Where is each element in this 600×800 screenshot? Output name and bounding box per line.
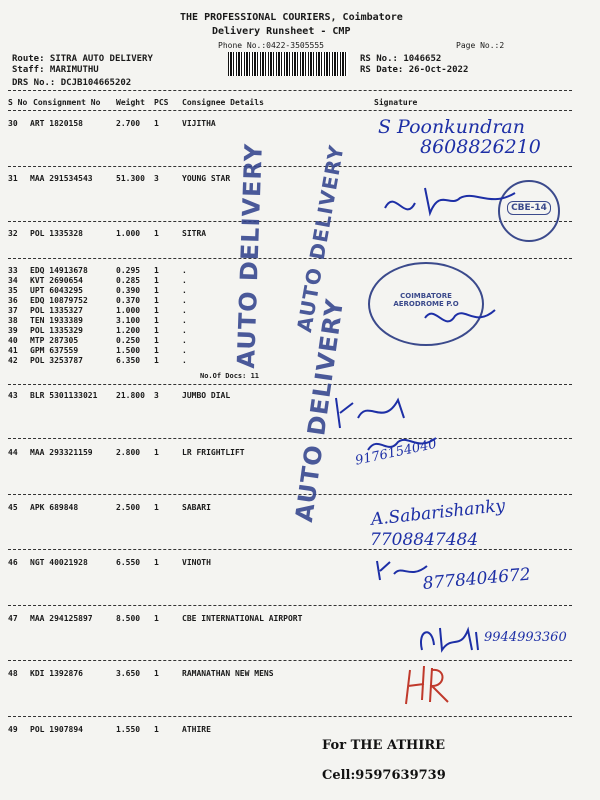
barcode-image xyxy=(228,52,348,76)
col-consignment: Consignment No xyxy=(33,98,101,107)
row-pcs: 1 xyxy=(154,119,159,128)
row-pcs: 1 xyxy=(154,503,159,512)
row-consignment: MAA 293321159 xyxy=(30,448,93,457)
row-sno: 30 xyxy=(8,119,18,128)
row-consignee: . xyxy=(182,346,187,355)
row-pcs: 3 xyxy=(154,174,159,183)
row-consignment: POL 1335328 xyxy=(30,229,83,238)
row-consignee: LR FRIGHTLIFT xyxy=(182,448,245,457)
auto-delivery-stamp: AUTO DELIVERY xyxy=(290,296,350,524)
divider xyxy=(8,258,572,259)
row-consignee: ATHIRE xyxy=(182,725,211,734)
col-signature: Signature xyxy=(374,98,418,107)
row-sno: 39 xyxy=(8,326,18,335)
row-weight: 2.500 xyxy=(116,503,141,512)
row-consignment: MAA 294125897 xyxy=(30,614,93,623)
row-sno: 34 xyxy=(8,276,18,285)
row-weight: 21.800 xyxy=(116,391,145,400)
row-pcs: 1 xyxy=(154,266,159,275)
row-consignee: . xyxy=(182,266,187,275)
row-consignment: MAA 291534543 xyxy=(30,174,93,183)
row-weight: 1.000 xyxy=(116,229,141,238)
row-weight: 0.390 xyxy=(116,286,141,295)
row-consignee: VIJITHA xyxy=(182,119,216,128)
auto-delivery-stamp: AUTO DELIVERY xyxy=(292,142,349,335)
row-weight: 1.000 xyxy=(116,306,141,315)
row-consignee: . xyxy=(182,326,187,335)
row-pcs: 1 xyxy=(154,558,159,567)
row-weight: 51.300 xyxy=(116,174,145,183)
row-consignee: . xyxy=(182,356,187,365)
row-pcs: 1 xyxy=(154,286,159,295)
footer-cell: Cell:9597639739 xyxy=(322,768,446,783)
row-consignee: SITRA xyxy=(182,229,207,238)
divider xyxy=(8,110,572,111)
row-sno: 45 xyxy=(8,503,18,512)
handwritten-phone: 8778404672 xyxy=(422,564,532,594)
row-pcs: 1 xyxy=(154,229,159,238)
seal-text: AERODROME P.O xyxy=(393,300,459,308)
col-sno: S No xyxy=(8,98,28,107)
row-consignee: . xyxy=(182,296,187,305)
row-consignment: POL 3253787 xyxy=(30,356,83,365)
row-consignee: VINOTH xyxy=(182,558,211,567)
rs-number: RS No.: 1046652 xyxy=(360,54,442,64)
row-sno: 31 xyxy=(8,174,18,183)
row-consignee: CBE INTERNATIONAL AIRPORT xyxy=(182,614,303,623)
row-consignee: . xyxy=(182,306,187,315)
phone-number: Phone No.:0422-3505555 xyxy=(218,41,324,50)
row-pcs: 1 xyxy=(154,448,159,457)
row-pcs: 1 xyxy=(154,725,159,734)
rs-date: RS Date: 26-Oct-2022 xyxy=(360,65,469,75)
handwritten-phone: 8608826210 xyxy=(420,136,541,158)
auto-delivery-stamp: AUTO DELIVERY xyxy=(232,142,268,369)
row-sno: 33 xyxy=(8,266,18,275)
row-consignment: BLR 5301133021 xyxy=(30,391,98,400)
row-sno: 36 xyxy=(8,296,18,305)
row-consignment: TEN 1933389 xyxy=(30,316,83,325)
row-weight: 2.700 xyxy=(116,119,141,128)
row-pcs: 3 xyxy=(154,391,159,400)
row-consignee: RAMANATHAN NEW MENS xyxy=(182,669,274,678)
col-pcs: PCS xyxy=(154,98,169,107)
row-consignment: EDQ 14913678 xyxy=(30,266,88,275)
row-consignment: KVT 2690654 xyxy=(30,276,83,285)
handwritten-phone: 9944993360 xyxy=(484,630,567,645)
handwritten-phone: 7708847484 xyxy=(370,530,479,550)
staff-label: Staff: MARIMUTHU xyxy=(12,65,99,75)
row-weight: 1.200 xyxy=(116,326,141,335)
docs-count: No.Of Docs: 11 xyxy=(200,372,260,380)
row-consignment: EDQ 10879752 xyxy=(30,296,88,305)
row-consignee: . xyxy=(182,286,187,295)
row-consignment: POL 1335327 xyxy=(30,306,83,315)
row-weight: 0.250 xyxy=(116,336,141,345)
divider xyxy=(8,716,572,717)
company-title: THE PROFESSIONAL COURIERS, Coimbatore xyxy=(180,12,403,23)
seal-text: COIMBATORE xyxy=(400,292,452,300)
row-weight: 6.350 xyxy=(116,356,141,365)
drs-number: DRS No.: DCJB104665202 xyxy=(12,78,132,88)
row-consignee: YOUNG STAR xyxy=(182,174,231,183)
seal-label: CBE-14 xyxy=(507,201,551,215)
row-pcs: 1 xyxy=(154,306,159,315)
row-sno: 44 xyxy=(8,448,18,457)
row-consignee: SABARI xyxy=(182,503,211,512)
row-sno: 46 xyxy=(8,558,18,567)
signature-scribble xyxy=(380,178,530,228)
row-consignment: POL 1907894 xyxy=(30,725,83,734)
row-pcs: 1 xyxy=(154,296,159,305)
row-weight: 0.295 xyxy=(116,266,141,275)
signature: A.Sabarishanky xyxy=(370,495,507,530)
row-pcs: 1 xyxy=(154,356,159,365)
row-pcs: 1 xyxy=(154,346,159,355)
col-weight: Weight xyxy=(116,98,145,107)
row-sno: 38 xyxy=(8,316,18,325)
row-consignee: . xyxy=(182,276,187,285)
page-number: Page No.:2 xyxy=(456,41,505,50)
row-pcs: 1 xyxy=(154,669,159,678)
signature: S Poonkundran xyxy=(378,116,525,138)
row-weight: 6.550 xyxy=(116,558,141,567)
row-weight: 8.500 xyxy=(116,614,141,623)
handwritten-phone: 9176154040 xyxy=(354,436,439,469)
row-weight: 3.100 xyxy=(116,316,141,325)
row-consignment: KDI 1392876 xyxy=(30,669,83,678)
footer-for: For THE ATHIRE xyxy=(322,738,446,753)
row-sno: 37 xyxy=(8,306,18,315)
divider xyxy=(8,605,572,606)
row-sno: 32 xyxy=(8,229,18,238)
row-sno: 35 xyxy=(8,286,18,295)
divider xyxy=(8,438,572,439)
row-weight: 2.800 xyxy=(116,448,141,457)
row-consignment: MTP 287305 xyxy=(30,336,79,345)
row-sno: 41 xyxy=(8,346,18,355)
row-consignee: . xyxy=(182,336,187,345)
row-weight: 1.500 xyxy=(116,346,141,355)
row-weight: 0.285 xyxy=(116,276,141,285)
row-consignee: JUMBO DIAL xyxy=(182,391,231,400)
row-consignment: UPT 6043295 xyxy=(30,286,83,295)
row-consignment: APK 689848 xyxy=(30,503,79,512)
row-pcs: 1 xyxy=(154,614,159,623)
row-sno: 49 xyxy=(8,725,18,734)
divider xyxy=(8,384,572,385)
route-label: Route: SITRA AUTO DELIVERY xyxy=(12,54,153,64)
row-pcs: 1 xyxy=(154,326,159,335)
divider xyxy=(8,660,572,661)
row-sno: 48 xyxy=(8,669,18,678)
divider xyxy=(8,166,572,167)
row-consignment: NGT 40021928 xyxy=(30,558,88,567)
row-consignment: ART 1820158 xyxy=(30,119,83,128)
divider xyxy=(8,494,572,495)
row-weight: 1.550 xyxy=(116,725,141,734)
row-sno: 40 xyxy=(8,336,18,345)
initials-mark xyxy=(402,660,462,708)
row-pcs: 1 xyxy=(154,336,159,345)
row-sno: 43 xyxy=(8,391,18,400)
row-pcs: 1 xyxy=(154,316,159,325)
divider xyxy=(8,90,572,91)
divider xyxy=(8,549,572,550)
row-pcs: 1 xyxy=(154,276,159,285)
row-consignment: POL 1335329 xyxy=(30,326,83,335)
row-consignee: . xyxy=(182,316,187,325)
row-sno: 42 xyxy=(8,356,18,365)
col-consignee: Consignee Details xyxy=(182,98,264,107)
row-weight: 0.370 xyxy=(116,296,141,305)
row-consignment: GPM 637559 xyxy=(30,346,79,355)
signature-scribble xyxy=(412,620,492,660)
signature-scribble xyxy=(420,298,500,338)
row-weight: 3.650 xyxy=(116,669,141,678)
row-sno: 47 xyxy=(8,614,18,623)
runsheet-title: Delivery Runsheet - CMP xyxy=(212,26,351,37)
